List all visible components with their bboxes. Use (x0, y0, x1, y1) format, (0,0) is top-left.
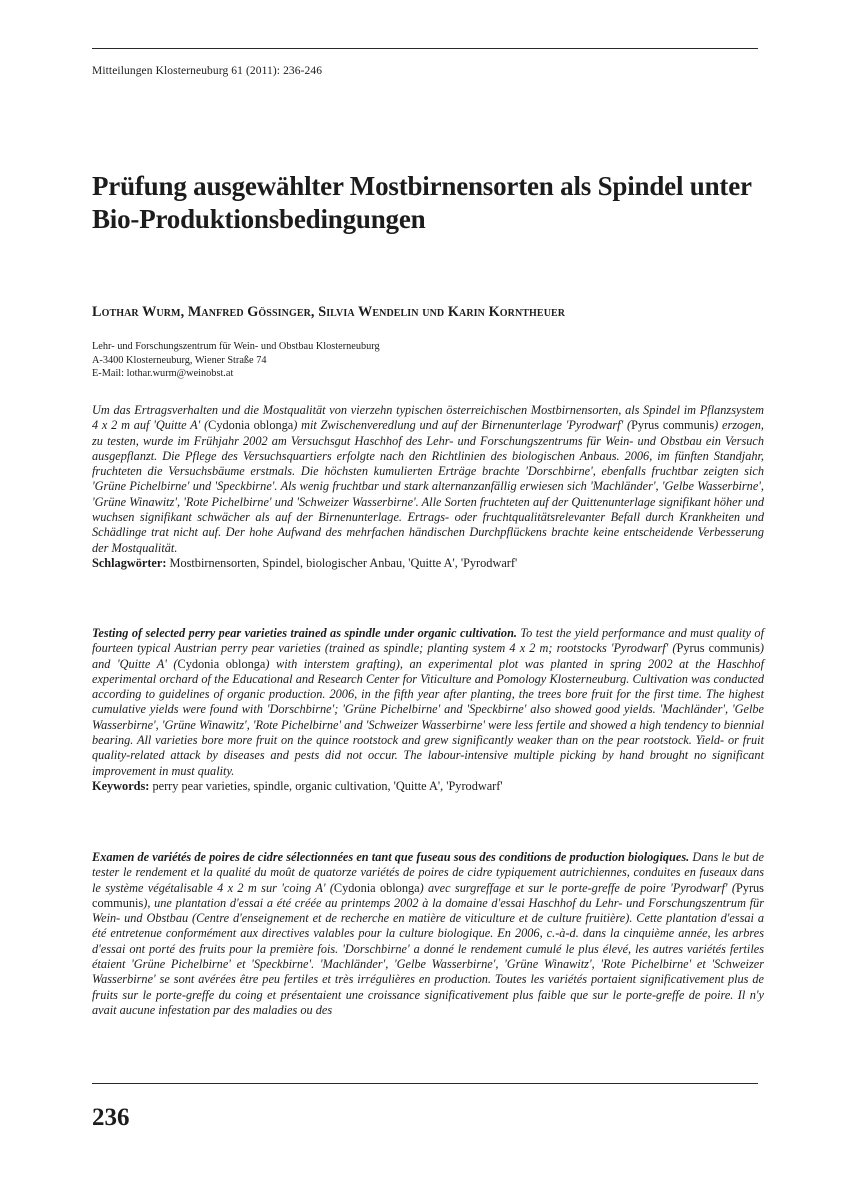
keywords-label: Schlagwörter: (92, 555, 167, 570)
abstract-text-part: ) mit Zwischenveredlung und auf der Birnenunterlage 'Pyrodwarf' ( (293, 418, 632, 433)
page-number: 236 (92, 1104, 130, 1131)
abstract-english (92, 626, 764, 794)
author-list: Lothar Wurm, Manfred Gössinger, Silvia Wendelin und Karin Korntheuer (92, 304, 566, 320)
species-name: Cydonia oblonga (208, 418, 294, 433)
abstract-german (92, 403, 764, 571)
keywords-label: Keywords: (92, 778, 150, 793)
keywords-german (92, 556, 517, 570)
affiliation-address: A-3400 Klosterneuburg, Wiener Straße 74 (92, 354, 267, 366)
header-rule (92, 48, 758, 49)
abstract-german-text (92, 403, 764, 555)
keywords-english (92, 779, 503, 793)
abstract-text-part: ) erzogen, zu testen, wurde im Frühjahr 2002 am Versuchsgut Haschhof des Lehr- und Forschungszentrums für Wein- und Obstbau ein Versuch ausgepflanzt. Die Pflege des Versuchsquartiers erfolgte nach den Richtlinien des biologischen Anbaus. 2006, im fünften Standjahr, fruchteten die Versuchsbäume erstmals. Die höchsten kumulierten Erträge brachte 'Dorschbirne', ebenfalls fruchtbar zeigten sich 'Grüne Pichelbirne' und 'Speckbirne'. Als wenig fruchtbar und stark alternanzanfällig erwiesen sich 'Machländer', 'Gelbe Wasserbirne', 'Grüne Winawitz', 'Rote Pichelbirne' und 'Schweizer Wasserbirne'. Alle Sorten fruchteten auf der Quittenunterlage signifikant höher und wuchsen signifikant schwächer als auf der Birnenunterlage. Ertrags- oder fruchtqualitätsrelevanter Befall durch Krankheiten und Schädlinge trat nicht auf. Der hohe Aufwand des mehrfachen händischen Durchpflückens brachte keine entscheidende Verbesserung der Mostqualität. (92, 418, 764, 555)
abstract-heading: Examen de variétés de poires de cidre sélectionnées en tant que fuseau sous des conditions de production biologiques. (92, 850, 690, 864)
species-name: Cydonia oblonga (333, 880, 420, 895)
abstract-text-part: Dans le but de tester le rendement et la qualité du moût de quatorze variétés de poires de cidre typiquement autrichiennes, conduites en fuseaux dans le système végétalisable 4 x 2 m sur 'coing A' ( (92, 850, 764, 895)
article-title: Prüfung ausgewählter Mostbirnensorten als Spindel unter Bio-Produktionsbedingungen (92, 171, 752, 234)
abstract-text-part: Um das Ertragsverhalten und die Mostqualität von vierzehn typischen österreichischen Mostbirnensorten, als Spindel im Pflanzsystem 4 x 2 m auf 'Quitte A' ( (92, 403, 764, 433)
abstract-french-text (92, 850, 764, 1017)
abstract-text-part: To test the yield performance and must quality of fourteen typical Austrian perry pear varieties (trained as spindle; planting system 4 x 2 m; rootstocks 'Pyrodwarf' ( (92, 626, 764, 656)
footer-rule (92, 1083, 758, 1084)
affiliation (92, 340, 380, 381)
abstract-french (92, 850, 764, 1018)
species-name: Pyrus communis (92, 880, 764, 910)
species-name: Pyrus communis (676, 641, 760, 656)
affiliation-email: E-Mail: lothar.wurm@weinobst.at (92, 368, 234, 379)
abstract-text-part: ) avec surgreffage et sur le porte-greffe de poire 'Pyrodwarf' ( (419, 880, 736, 895)
journal-citation: Mitteilungen Klosterneuburg 61 (2011): 236-246 (92, 65, 323, 77)
abstract-heading: Testing of selected perry pear varieties trained as spindle under organic cultivation. (92, 626, 517, 640)
abstract-text-part: ) and 'Quitte A' ( (92, 641, 764, 671)
abstract-text-part: ), une plantation d'essai a été créée au printemps 2002 à la domaine d'essai Haschhof du Lehr- und Forschungszentrum für Wein- und Obstbau (Centre d'enseignement et de recherche en matière de viticulture et de culture fruitière). Cette plantation d'essai a été entretenue conformément aux directives valables pour la culture biologique. En 2006, c.-à-d. dans la cinquième année, les arbres d'essai ont porté des fruits pour la première fois. 'Dorschbirne' a donné le rendement cumulé le plus élevé, les autres variétés fertiles étaient 'Grüne Pichelbirne' et 'Speckbirne'. 'Machländer', 'Gelbe Wasserbirne', 'Grüne Winawitz', 'Rote Pichelbirne' et 'Schweizer Wasserbirne' se sont avérées être peu fertiles et très irrégulières en production. Toutes les variétés portaient significativement plus de fruits sur le porte-greffe du coing et présentaient une croissance significativement plus faible que sur le porte-greffe de poire. Il n'y avait aucune infestation par des maladies ou des (92, 895, 764, 1017)
affiliation-institute: Lehr- und Forschungszentrum für Wein- und Obstbau Klosterneuburg (92, 341, 380, 352)
abstract-text-part: ) with interstem grafting), an experimental plot was planted in spring 2002 at the Haschhof experimental orchard of the Educational and Research Center for Viticulture and Pomology Klosterneuburg. Cultivation was conducted according to guidelines of organic production. 2006, in the fifth year after planting, the trees bore fruit for the first time. The highest cumulative yields were found with 'Dorschbirne'; 'Grüne Pichelbirne' and 'Speckbirne' also showed good yields. 'Machländer', 'Gelbe Wasserbirne', 'Grüne Winawitz', 'Rote Pichelbirne' and 'Schweizer Wasserbirne' were less fertile and showed a high tendency to biennial bearing. All varieties bore more fruit on the quince rootstock and grew significantly weaker than on the pear rootstock. Yield- or fruit quality-related attack by diseases and pests did not occur. The labour-intensive multiple picking by hand brought no significant improvement in must quality. (92, 656, 764, 778)
keywords-text: perry pear varieties, spindle, organic cultivation, 'Quitte A', 'Pyrodwarf' (149, 778, 503, 793)
species-name: Pyrus communis (631, 418, 715, 433)
keywords-text: Mostbirnensorten, Spindel, biologischer Anbau, 'Quitte A', 'Pyrodwarf' (166, 555, 518, 570)
abstract-english-text (92, 626, 764, 778)
species-name: Cydonia oblonga (177, 656, 266, 671)
